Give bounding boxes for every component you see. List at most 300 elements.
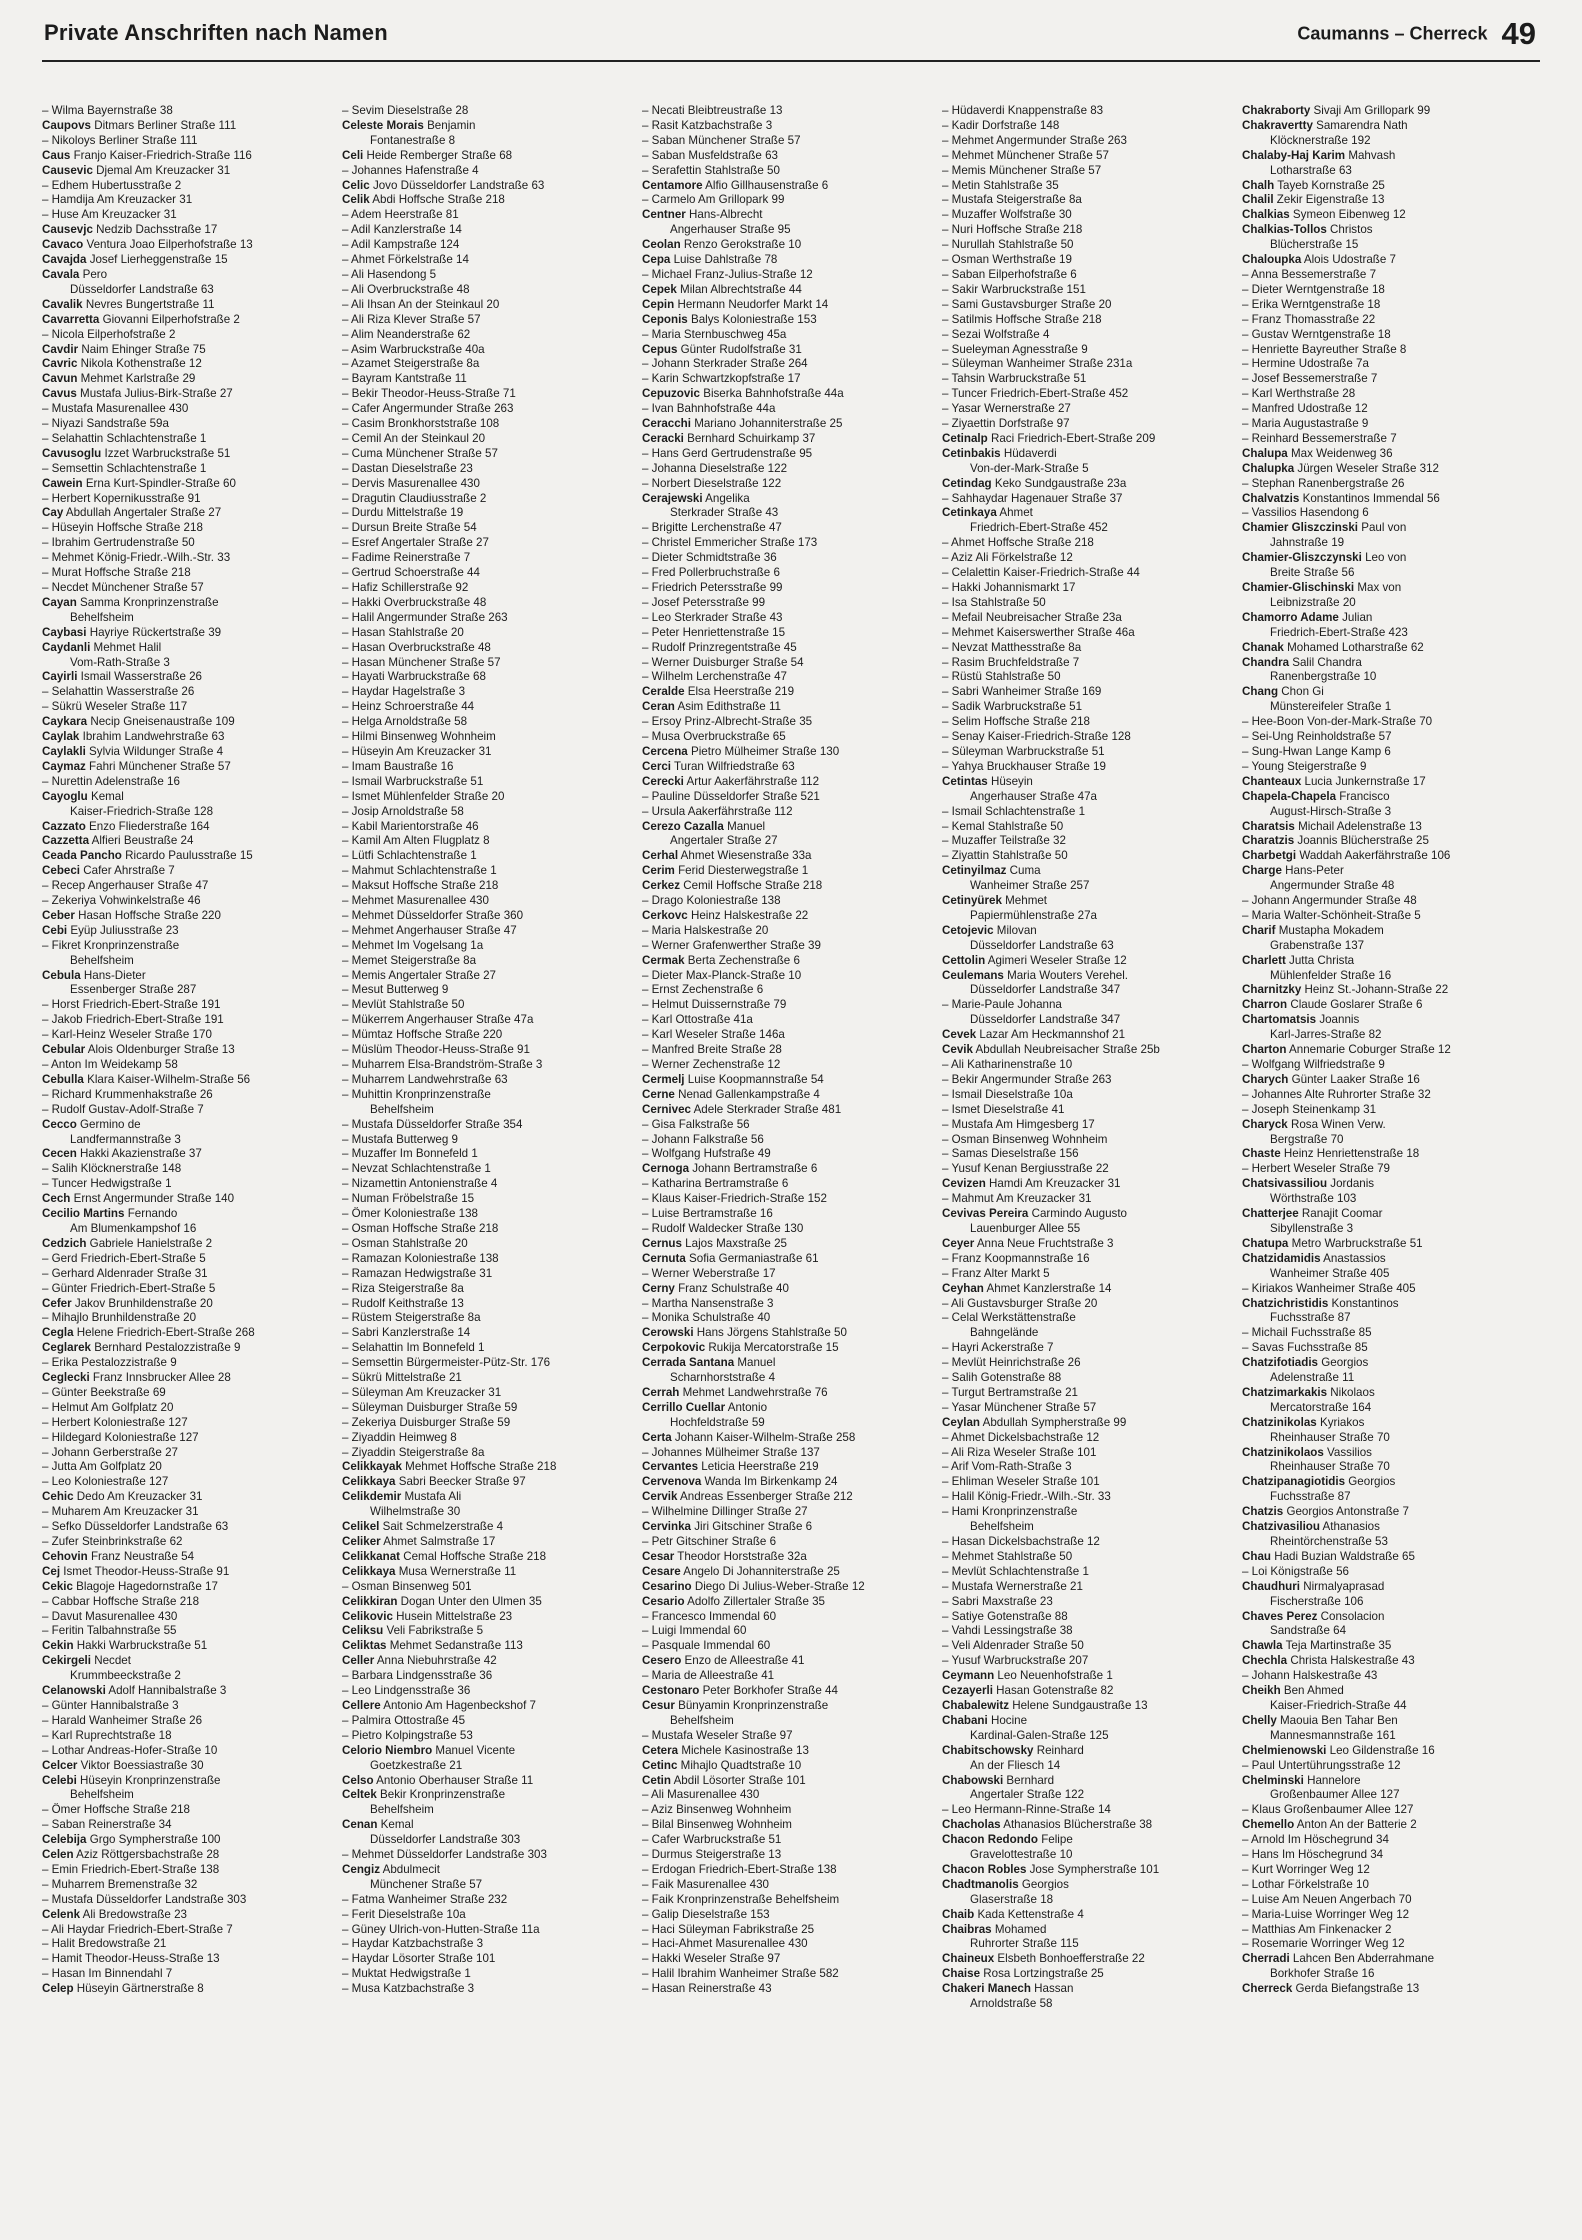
directory-entry	[342, 1714, 630, 1729]
entry-details: Mohamed	[991, 1922, 1047, 1936]
entry-surname: Chacholas	[942, 1818, 1001, 1832]
directory-entry	[42, 730, 330, 745]
directory-entry	[1242, 268, 1530, 283]
entry-details: – Ali Overbruckstraße 48	[342, 282, 470, 296]
directory-entry	[642, 253, 930, 268]
directory-entry	[342, 879, 630, 894]
directory-entry	[42, 492, 330, 507]
entry-details: – Edhem Hubertusstraße 2	[42, 178, 182, 192]
entry-details: – Josip Arnoldstraße 58	[342, 804, 464, 818]
entry-surname: Cecen	[42, 1147, 77, 1161]
entry-surname: Certa	[642, 1430, 672, 1444]
directory-entry	[342, 1013, 630, 1028]
directory-entry	[642, 1744, 930, 1759]
entry-surname: Cavusoglu	[42, 446, 102, 460]
entry-details: Adolf Hannibalstraße 3	[105, 1684, 227, 1698]
entry-surname: Chalkias-Tollos	[1242, 223, 1327, 237]
directory-entry	[342, 1908, 630, 1923]
directory-entry	[42, 193, 330, 208]
entry-details: – Ziyaddin Heimweg 8	[342, 1430, 457, 1444]
directory-entry	[642, 1788, 930, 1803]
directory-entry	[42, 670, 330, 685]
directory-entry	[642, 969, 930, 984]
entry-details: – Halil Ibrahim Wanheimer Straße 582	[642, 1967, 839, 1981]
directory-entry	[1242, 1475, 1530, 1490]
entry-details: – Vassilios Hasendong 6	[1242, 506, 1369, 520]
directory-entry	[942, 253, 1230, 268]
entry-details: – Adil Kampstraße 124	[342, 238, 460, 252]
directory-entry	[1242, 1297, 1530, 1312]
entry-details: Renzo Gerokstraße 10	[680, 238, 802, 252]
directory-entry	[942, 1565, 1230, 1580]
directory-entry	[42, 1982, 330, 1997]
entry-details: – Cabbar Hoffsche Straße 218	[42, 1594, 200, 1608]
directory-entry	[942, 745, 1230, 760]
directory-entry	[342, 1610, 630, 1625]
entry-details: – Helga Arnoldstraße 58	[342, 715, 468, 729]
directory-entry	[42, 1505, 330, 1520]
entry-surname: Centner	[642, 208, 686, 222]
directory-entry	[942, 596, 1230, 611]
entry-surname: Cebulla	[42, 1072, 84, 1086]
entry-details: – Loi Königstraße 56	[1242, 1564, 1349, 1578]
directory-entry	[942, 1535, 1230, 1550]
entry-surname: Ceada Pancho	[42, 849, 122, 863]
entry-details: – Adil Kanzlerstraße 14	[342, 223, 462, 237]
directory-entry	[42, 1446, 330, 1461]
directory-entry	[942, 730, 1230, 745]
directory-entry	[342, 670, 630, 685]
directory-entry	[642, 134, 930, 149]
directory-entry	[42, 1386, 330, 1401]
entry-continuation: Landfermannstraße 3	[70, 1132, 181, 1146]
entry-continuation: Rheinhauser Straße 70	[1270, 1460, 1390, 1474]
directory-entry	[342, 268, 630, 283]
entry-details: Cemal Hoffsche Straße 218	[400, 1549, 547, 1563]
directory-entry	[342, 1967, 630, 1982]
entry-details: – Yahya Bruckhauser Straße 19	[942, 759, 1106, 773]
entry-details: – Mustafa Steigerstraße 8a	[942, 193, 1082, 207]
entry-details: – Ramazan Hedwigstraße 31	[342, 1266, 493, 1280]
entry-details: – Monika Schulstraße 40	[642, 1311, 771, 1325]
directory-entry	[342, 417, 630, 432]
entry-details: – Mesut Butterweg 9	[342, 983, 449, 997]
directory-entry	[942, 1326, 1230, 1341]
entry-details: – Anna Bessemerstraße 7	[1242, 267, 1377, 281]
entry-surname: Chaloupka	[1242, 253, 1302, 267]
name-range: Caumanns – Cherreck	[1297, 23, 1488, 44]
entry-details: Consolacion	[1317, 1609, 1385, 1623]
entry-continuation: Papiermühlenstraße 27a	[970, 908, 1097, 922]
directory-entry	[342, 1058, 630, 1073]
entry-details: – Luise Bertramstraße 16	[642, 1207, 773, 1221]
directory-entry	[642, 1401, 930, 1416]
entry-surname: Cavric	[42, 357, 78, 371]
directory-entry	[642, 1967, 930, 1982]
entry-details: Abdulmecit	[380, 1862, 440, 1876]
directory-entry	[42, 1192, 330, 1207]
entry-details: – Ivan Bahnhofstraße 44a	[642, 402, 776, 416]
entry-continuation: Behelfsheim	[370, 1803, 434, 1817]
directory-entry	[642, 1818, 930, 1833]
entry-details: Waddah Aakerfährstraße 106	[1296, 849, 1451, 863]
entry-surname: Caupovs	[42, 118, 91, 132]
entry-details: Franz Schulstraße 40	[674, 1281, 789, 1295]
entry-surname: Chelminski	[1242, 1773, 1304, 1787]
entry-details: Ismail Wasserstraße 26	[77, 670, 203, 684]
entry-surname: Caylakli	[42, 744, 86, 758]
entry-continuation: Wörthstraße 103	[1270, 1192, 1357, 1206]
directory-entry	[42, 283, 330, 298]
entry-surname: Cerecki	[642, 774, 684, 788]
entry-details: Joannis Blücherstraße 25	[1294, 834, 1429, 848]
entry-details: Elsbeth Bonhoefferstraße 22	[994, 1952, 1145, 1966]
entry-details: Artur Aakerfährstraße 112	[683, 774, 820, 788]
directory-entry	[342, 1654, 630, 1669]
entry-continuation: Gravelottestraße 10	[970, 1848, 1073, 1862]
directory-entry	[942, 387, 1230, 402]
directory-entry	[42, 1654, 330, 1669]
entry-details: – Bekir Theodor-Heuss-Straße 71	[342, 387, 516, 401]
directory-entry	[342, 1103, 630, 1118]
entry-details: Peter Borkhofer Straße 44	[699, 1684, 838, 1698]
directory-entry	[1242, 1013, 1530, 1028]
entry-surname: Cherreck	[1242, 1982, 1293, 1996]
directory-entry	[42, 477, 330, 492]
entry-surname: Cellere	[342, 1698, 381, 1712]
entry-details: Jakov Brunhildenstraße 20	[71, 1296, 213, 1310]
entry-details: – Werner Duisburger Straße 54	[642, 655, 804, 669]
entry-details: – Muharem Am Kreuzacker 31	[42, 1505, 199, 1519]
directory-entry	[1242, 983, 1530, 998]
entry-details: Johann Kaiser-Wilhelm-Straße 258	[671, 1430, 856, 1444]
directory-entry	[342, 1833, 630, 1848]
entry-details: Ahmet Salmstraße 17	[380, 1535, 496, 1548]
entry-details: Luise Dahlstraße 78	[670, 253, 778, 267]
directory-entry	[1242, 179, 1530, 194]
directory-entry	[342, 1550, 630, 1565]
directory-entry	[342, 1744, 630, 1759]
entry-surname: Cetinyilmaz	[942, 864, 1007, 878]
entry-continuation: Kardinal-Galen-Straße 125	[970, 1728, 1109, 1742]
entry-details: – Kabil Marientorstraße 46	[342, 819, 479, 833]
entry-details: – Mevlüt Schlachtenstraße 1	[942, 1564, 1089, 1578]
entry-details: – Emin Friedrich-Ebert-Straße 138	[42, 1862, 220, 1876]
directory-entry	[942, 1356, 1230, 1371]
directory-entry	[942, 328, 1230, 343]
entry-details: – Johann Gerberstraße 27	[42, 1445, 178, 1459]
entry-details: – Sükrü Weseler Straße 117	[42, 700, 188, 714]
entry-details: – Mehmet Angermunder Straße 263	[942, 133, 1127, 147]
directory-entry	[42, 1833, 330, 1848]
entry-details: Nikolaos	[1327, 1385, 1375, 1399]
directory-entry	[1242, 656, 1530, 671]
directory-entry	[42, 402, 330, 417]
entry-surname: Cesar	[642, 1549, 675, 1563]
directory-entry	[642, 1222, 930, 1237]
directory-entry	[42, 760, 330, 775]
entry-details: Eyüp Juliusstraße 23	[67, 923, 179, 937]
directory-entry	[342, 551, 630, 566]
entry-details: Annemarie Coburger Straße 12	[1286, 1043, 1451, 1057]
entry-details: – Hamit Theodor-Heuss-Straße 13	[42, 1952, 220, 1966]
directory-entry	[942, 1177, 1230, 1192]
directory-entry	[42, 805, 330, 820]
entry-details: – Dragutin Claudiusstraße 2	[342, 491, 487, 505]
entry-details: Manuel	[723, 819, 766, 833]
entry-details: – Ali Hasendong 5	[342, 267, 437, 281]
entry-details: – Erika Werntgenstraße 18	[1242, 297, 1381, 311]
entry-details: Konstantinos	[1328, 1296, 1399, 1310]
directory-entry	[42, 685, 330, 700]
entry-details: Antonio	[725, 1400, 768, 1414]
directory-entry	[42, 253, 330, 268]
directory-entry	[1242, 447, 1530, 462]
entry-continuation: Mannesmannstraße 161	[1270, 1728, 1396, 1742]
directory-entry	[942, 656, 1230, 671]
entry-details: – Rudolf Keithstraße 13	[342, 1296, 464, 1310]
entry-details: Mahvash	[1345, 148, 1396, 162]
directory-entry	[1242, 1624, 1530, 1639]
entry-surname: Cebi	[42, 923, 68, 937]
directory-entry	[42, 134, 330, 149]
entry-details: – Kemal Stahlstraße 50	[942, 819, 1064, 833]
directory-entry	[42, 1669, 330, 1684]
directory-entry	[342, 1863, 630, 1878]
entry-details: Lahcen Ben Abderrahmane	[1289, 1952, 1435, 1966]
directory-entry	[942, 1431, 1230, 1446]
entry-continuation: Düsseldorfer Landstraße 303	[370, 1833, 521, 1847]
directory-entry	[342, 328, 630, 343]
directory-entry	[342, 179, 630, 194]
directory-entry	[342, 1520, 630, 1535]
entry-surname: Cetojevic	[942, 923, 994, 937]
directory-entry	[1242, 1908, 1530, 1923]
directory-entry	[42, 745, 330, 760]
entry-continuation: Düsseldorfer Landstraße 63	[970, 938, 1114, 952]
directory-entry	[342, 238, 630, 253]
entry-details: – Asim Warbruckstraße 40a	[342, 342, 485, 356]
entry-details: – Pasquale Immendal 60	[642, 1639, 771, 1653]
entry-details: – Sueleyman Agnesstraße 9	[942, 342, 1088, 356]
entry-surname: Cetin	[642, 1773, 671, 1787]
entry-details: – Feritin Talbahnstraße 55	[42, 1624, 177, 1638]
directory-entry	[42, 432, 330, 447]
entry-details: – Wolfgang Wilfriedstraße 9	[1242, 1058, 1385, 1071]
directory-entry	[642, 1341, 930, 1356]
entry-surname: Cayirli	[42, 670, 78, 684]
directory-entry	[642, 1848, 930, 1863]
entry-details: Francisco	[1336, 789, 1390, 803]
directory-entry	[42, 894, 330, 909]
directory-entry	[1242, 805, 1530, 820]
directory-entry	[342, 1923, 630, 1938]
entry-details: Kada Kettenstraße 4	[974, 1907, 1084, 1921]
entry-details: Asim Edithstraße 11	[674, 700, 781, 714]
directory-entry	[642, 998, 930, 1013]
directory-entry	[642, 1043, 930, 1058]
entry-surname: Chatterjee	[1242, 1207, 1299, 1221]
entry-details: Musa Wernerstraße 11	[395, 1564, 517, 1578]
entry-details: – Alim Neanderstraße 62	[342, 327, 471, 341]
directory-entry	[942, 1267, 1230, 1282]
entry-details: – Ziyaddin Steigerstraße 8a	[342, 1445, 485, 1459]
entry-details: – Faik Kronprinzenstraße Behelfsheim	[642, 1892, 840, 1906]
entry-surname: Cazzato	[42, 819, 86, 833]
directory-entry	[42, 357, 330, 372]
entry-surname: Cerrillo Cuellar	[642, 1400, 726, 1414]
directory-entry	[642, 1535, 930, 1550]
entry-details: – Ismail Schlachtenstraße 1	[942, 804, 1086, 818]
entry-details: – Josef Petersstraße 99	[642, 595, 766, 609]
entry-details: – Karin Schwartzkopfstraße 17	[642, 372, 801, 386]
directory-entry	[1242, 745, 1530, 760]
entry-details: Veli Fabrikstraße 5	[383, 1624, 484, 1638]
directory-entry	[342, 462, 630, 477]
entry-details: Joannis	[1316, 1013, 1360, 1027]
entry-surname: Cengiz	[342, 1862, 381, 1876]
directory-entry	[942, 283, 1230, 298]
entry-details: Husein Mittelstraße 23	[392, 1609, 513, 1623]
directory-entry	[42, 179, 330, 194]
entry-surname: Cernuta	[642, 1251, 686, 1265]
entry-details: – Hee-Boon Von-der-Mark-Straße 70	[1242, 715, 1433, 729]
directory-entry	[42, 1788, 330, 1803]
entry-details: – Davut Masurenallee 430	[42, 1609, 178, 1623]
directory-entry	[942, 1774, 1230, 1789]
entry-surname: Chatzimarkakis	[1242, 1385, 1328, 1399]
directory-entry	[342, 1297, 630, 1312]
directory-entry	[642, 1147, 930, 1162]
entry-surname: Charyck	[1242, 1117, 1288, 1131]
entry-details: – Ahmet Dickelsbachstraße 12	[942, 1430, 1100, 1444]
entry-details: – Ferit Dieselstraße 10a	[342, 1907, 466, 1921]
entry-details: – Semsettin Bürgermeister-Pütz-Str. 176	[342, 1356, 551, 1370]
directory-entry	[642, 1893, 930, 1908]
entry-continuation: Angertaler Straße 122	[970, 1788, 1085, 1802]
directory-entry	[342, 149, 630, 164]
entry-details: Reinhard	[1033, 1743, 1084, 1757]
directory-entry	[1242, 611, 1530, 626]
entry-continuation: Goetzkestraße 21	[370, 1758, 463, 1772]
entry-details: – Niyazi Sandstraße 59a	[42, 417, 169, 431]
directory-entry	[942, 1341, 1230, 1356]
entry-surname: Cetinkaya	[942, 506, 997, 520]
entry-details: – Kurt Worringer Weg 12	[1242, 1862, 1370, 1876]
entry-details: – Hasan Reinerstraße 43	[642, 1982, 772, 1996]
entry-details: – Nuri Hoffsche Straße 218	[942, 223, 1083, 237]
entry-details: – Yusuf Kenan Bergiusstraße 22	[942, 1162, 1109, 1176]
entry-details: – Ursula Aakerfährstraße 112	[642, 804, 793, 818]
entry-details: – Senay Kaiser-Friedrich-Straße 128	[942, 730, 1131, 744]
entry-details: Symeon Eibenweg 12	[1289, 208, 1406, 222]
entry-details: – Rudolf Waldecker Straße 130	[642, 1221, 804, 1235]
entry-details: – Karl Werthstraße 28	[1242, 387, 1356, 401]
directory-entry	[42, 506, 330, 521]
directory-entry	[642, 357, 930, 372]
entry-surname: Celenk	[42, 1907, 81, 1921]
directory-entry	[42, 1371, 330, 1386]
entry-surname: Chemello	[1242, 1818, 1295, 1832]
entry-details: – Adem Heerstraße 81	[342, 208, 459, 222]
entry-details: Andreas Essenberger Straße 212	[677, 1490, 853, 1504]
entry-details: – Franz Thomasstraße 22	[1242, 312, 1376, 326]
entry-details: – Jutta Am Golfplatz 20	[42, 1460, 162, 1474]
directory-entry	[42, 313, 330, 328]
directory-entry	[1242, 1714, 1530, 1729]
directory-entry	[942, 834, 1230, 849]
directory-entry	[642, 387, 930, 402]
directory-entry	[342, 372, 630, 387]
directory-entry	[1242, 790, 1530, 805]
directory-entry	[1242, 775, 1530, 790]
directory-entry	[1242, 1774, 1530, 1789]
directory-entry	[42, 1341, 330, 1356]
entry-surname: Cerrada Santana	[642, 1356, 735, 1370]
entry-details: – Ali Katharinenstraße 10	[942, 1058, 1073, 1071]
directory-entry	[342, 1088, 630, 1103]
directory-entry	[42, 1863, 330, 1878]
directory-entry	[642, 1118, 930, 1133]
directory-entry	[1242, 879, 1530, 894]
entry-details: – Turgut Bertramstraße 21	[942, 1385, 1078, 1399]
entry-details: – Mümtaz Hoffsche Straße 220	[342, 1028, 503, 1042]
entry-continuation: Angertaler Straße 27	[670, 834, 778, 848]
entry-details: Jiri Gitschiner Straße 6	[690, 1520, 813, 1534]
directory-entry	[942, 1282, 1230, 1297]
entry-details: – Hasan Im Binnendahl 7	[42, 1967, 173, 1981]
entry-surname: Charnitzky	[1242, 983, 1302, 997]
directory-entry	[342, 1699, 630, 1714]
entry-details: – Selahattin Wasserstraße 26	[42, 685, 195, 699]
directory-entry	[342, 1535, 630, 1550]
entry-continuation: Jahnstraße 19	[1270, 536, 1345, 550]
directory-entry	[642, 1028, 930, 1043]
entry-details: Georgios	[1345, 1475, 1396, 1489]
entry-details: – Josef Bessemerstraße 7	[1242, 372, 1378, 386]
entry-details: – Dieter Schmidtstraße 36	[642, 551, 777, 565]
entry-details: – Imam Baustraße 16	[342, 759, 454, 773]
directory-entry	[42, 864, 330, 879]
directory-entry	[942, 1073, 1230, 1088]
entry-surname: Cecilio Martins	[42, 1207, 125, 1221]
entry-surname: Chalaby-Haj Karim	[1242, 148, 1346, 162]
directory-entry	[42, 1610, 330, 1625]
directory-entry	[1242, 1833, 1530, 1848]
entry-details: – Wilhelm Lerchenstraße 47	[642, 670, 787, 684]
entry-details: – Muktat Hedwigstraße 1	[342, 1967, 471, 1981]
directory-entry	[942, 566, 1230, 581]
directory-entry	[1242, 104, 1530, 119]
directory-entry	[942, 820, 1230, 835]
entry-surname: Ceylan	[942, 1415, 981, 1429]
directory-entry	[42, 1118, 330, 1133]
directory-entry	[342, 611, 630, 626]
directory-entry	[942, 1997, 1230, 2012]
directory-entry	[942, 1982, 1230, 1997]
entry-details: – Werner Weberstraße 17	[642, 1266, 776, 1280]
entry-details: Benjamin	[423, 118, 476, 132]
entry-details: – Anton Im Weidekamp 58	[42, 1058, 178, 1071]
entry-details: – Hakki Overbruckstraße 48	[342, 595, 487, 609]
entry-surname: Cavdir	[42, 342, 79, 356]
directory-entry	[942, 1610, 1230, 1625]
entry-details: – Lothar Förkelstraße 10	[1242, 1877, 1369, 1891]
entry-details: Maouia Ben Tahar Ben	[1276, 1713, 1398, 1727]
directory-entry	[1242, 1759, 1530, 1774]
entry-surname: Chatzivasiliou	[1242, 1520, 1320, 1534]
entry-details: – Richard Krummenhakstraße 26	[42, 1087, 213, 1101]
